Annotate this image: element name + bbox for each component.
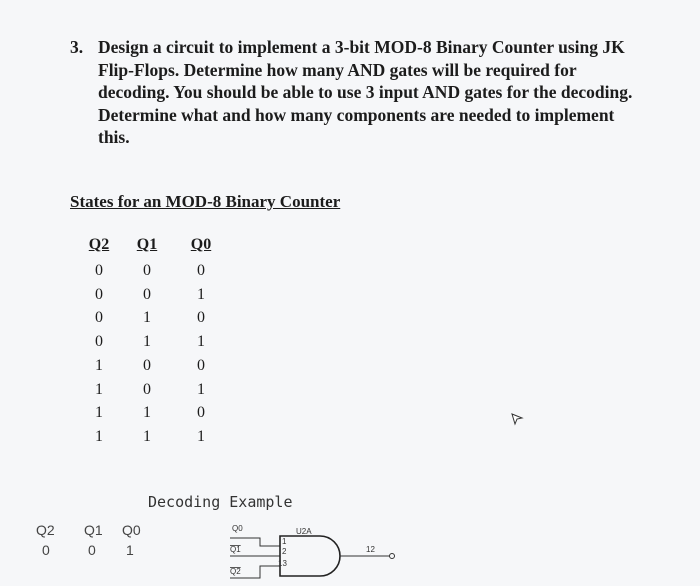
example-header-q0: Q0 <box>122 522 141 538</box>
col-header-q0: Q0 <box>190 236 212 253</box>
mouse-cursor-icon <box>510 412 524 426</box>
state-cell: 0 <box>95 262 103 279</box>
pin-label-2: 2 <box>282 547 287 556</box>
example-header-q2: Q2 <box>36 522 55 538</box>
state-cell: 1 <box>95 380 103 398</box>
state-cell: 1 <box>143 427 151 445</box>
state-cell: 1 <box>95 427 103 445</box>
states-title: States for an MOD-8 Binary Counter <box>70 192 341 211</box>
state-cell: 1 <box>197 333 205 351</box>
pin-label-13: 13 <box>278 559 287 568</box>
col-header-q1: Q1 <box>136 236 158 253</box>
example-value-q1: 0 <box>88 542 96 558</box>
pin-label-12: 12 <box>366 545 375 554</box>
state-cell: 0 <box>95 285 103 303</box>
state-cell: 1 <box>197 285 205 303</box>
and-gate-schematic <box>220 522 420 586</box>
example-value-q0: 1 <box>126 542 134 558</box>
input-label-q0: Q0 <box>232 524 243 533</box>
question-number: 3. <box>70 37 84 57</box>
state-cell: 0 <box>197 356 205 374</box>
example-header-q1: Q1 <box>84 522 103 538</box>
state-cell: 0 <box>143 380 151 398</box>
state-cell: 0 <box>143 285 151 303</box>
example-value-q2: 0 <box>42 542 50 558</box>
question-text: Design a circuit to implement a 3-bit MOD-8 Binary Counter using JK Flip-Flops. Determine how many AND gates will be required for decoding. You should be able to use 3 input AND gates for the decoding. Determine what and how many components are needed to implement this. <box>98 37 633 147</box>
input-label-q1: Q1 <box>230 545 241 554</box>
pin-label-1: 1 <box>282 537 287 546</box>
state-cell: 1 <box>197 380 205 398</box>
and-gate-icon <box>280 536 340 576</box>
state-cell: 0 <box>197 404 205 422</box>
col-header-q2: Q2 <box>88 236 110 253</box>
part-label: U2A <box>296 527 312 536</box>
state-cell: 1 <box>197 427 205 445</box>
output-terminal-icon <box>390 554 395 559</box>
state-cell: 0 <box>143 356 151 374</box>
state-cell: 1 <box>95 356 103 374</box>
state-cell: 0 <box>143 262 151 279</box>
state-cell: 1 <box>143 404 151 422</box>
state-cell: 1 <box>143 309 151 327</box>
state-cell: 1 <box>143 333 151 351</box>
state-cell: 0 <box>95 333 103 351</box>
decoding-title: Decoding Example <box>148 493 293 511</box>
state-cell: 0 <box>197 262 205 279</box>
state-cell: 0 <box>95 309 103 327</box>
state-cell: 1 <box>95 404 103 422</box>
input-label-q2: Q2 <box>230 567 241 576</box>
state-cell: 0 <box>197 309 205 327</box>
